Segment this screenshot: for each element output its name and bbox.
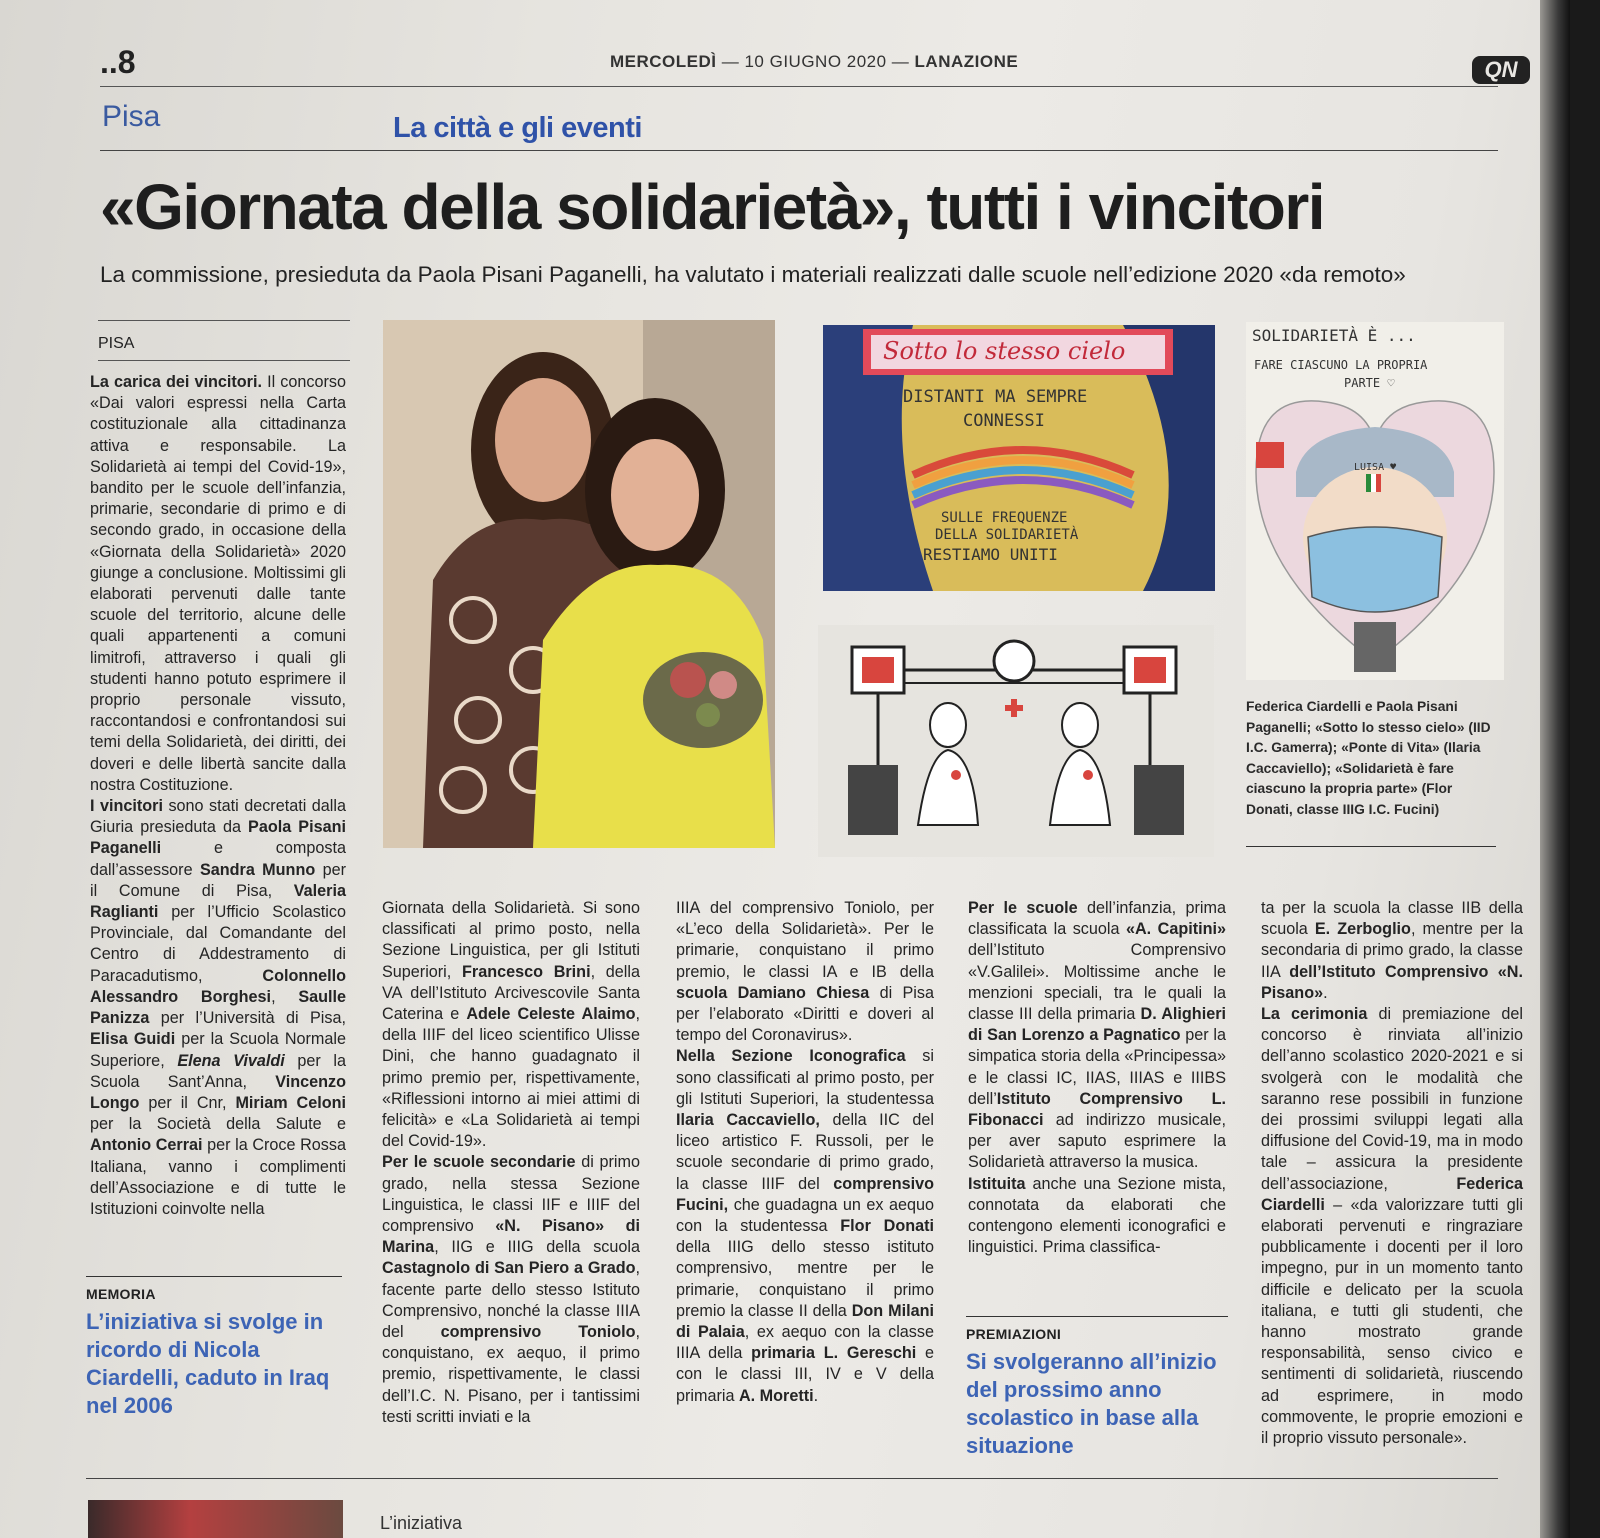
sidebar-rule xyxy=(966,1316,1228,1317)
article-column-3: IIIA del comprensivo Toniolo, per «L’eco della Solidarietà». Per le primarie, conquistano il primo premio, le classi IA e IB della scuola Damiano Chiesa di Pisa per l’elaborato «Diritti e doveri al tempo del Coronavirus». Nella Sezione Iconografica si sono classificati al primo posto, per gli Istituti Superiori, la studentessa Ilaria Caccaviello, della IIC del liceo artistico F. Russoli, per le scuole secondarie di primo grado, la classe IIIF del comprensivo Fucini, che guadagna un ex aequo con la studentessa Flor Donati della IIIG dello stesso istituto comprensivo, mentre per le primarie, conquistano il primo premio la classe II della Don Milani di Palaia, ex aequo con la classe IIIA della primaria L. Gereschi e con le classi III, IV e V della primaria A. Moretti. xyxy=(676,899,934,1405)
artwork-banner: Sotto lo stesso cielo xyxy=(883,337,1126,365)
article-dateline: PISA xyxy=(98,335,135,352)
photo-caption: Federica Ciardelli e Paola Pisani Paganelli; «Sotto lo stesso cielo» (IID I.C. Gamerra); «Ponte di Vita» (Ilaria Caccaviello); «Solidarietà è fare ciascuno la propria parte» (Flor Donati, classe IIIG I.C. Fucini) xyxy=(1246,699,1491,817)
article-column-2: Giornata della Solidarietà. Si sono classificati al primo posto, nella Sezione Linguistica, per gli Istituti Superiori, Francesco Brini, della VA dell’Istituto Arcivescovile Santa Caterina e Adele Celeste Alaimo, della IIIF del liceo scientifico Ulisse Dini, che hanno guadagnato il primo premio per, rispettivamente, «Riflessioni intorno ai miei attimi di felicità» e «La Solidarietà ai tempi del Covid-19». Per le scuole secondarie di primo grado, nella stessa Sezione Linguistica, le classi IIF e IIIF del comprensivo «N. Pisano» di Marina, IIG e IIIG della scuola Castagnolo di San Piero a Grado, facente parte dello stesso Istituto Comprensivo, nonché la classe IIIA del comprensivo Toniolo, conquistano, ex aequo, il primo premio, rispettivamente, le classi dell’I.C. N. Pisano, per i tantissimi testi scritti inviati e la xyxy=(382,899,640,1426)
drawing-name: LUISA ♥ xyxy=(1354,462,1397,473)
qn-logo: QN xyxy=(1472,56,1530,84)
artwork-line1: DISTANTI MA SEMPRE xyxy=(903,387,1088,407)
drawing-subtitle-1: FARE CIASCUNO LA PROPRIA xyxy=(1254,358,1428,372)
section-kicker: La città e gli eventi xyxy=(393,112,642,144)
premiazioni-title: Si svolgeranno all’inizio del prossimo anno scolastico in base alla situazione xyxy=(966,1349,1217,1458)
page-number: ..8 xyxy=(100,44,136,80)
section-name: Pisa xyxy=(102,100,161,133)
newspaper-name: LANAZIONE xyxy=(914,52,1019,71)
issue-day: MERCOLEDÌ xyxy=(610,52,717,71)
article-column-5: ta per la scuola la classe IIB della scuola E. Zerboglio, mentre per la secondaria di primo grado, la classe IIA dell’Istituto Comprensivo «N. Pisano». La cerimonia di premiazione del concorso è rinviata all’inizio dell’anno scolastico 2020-2021 e si svolgerà con le modalità che saranno rese possibili in funzione dei prossimi sviluppi legati alla diffusione del Covid-19, ma in modo tale – assicura la presidente dell’associazione, Federica Ciardelli – «da valorizzare tutti gli elaborati pervenuti e ringraziare pubblicamente i docenti per il loro impegno, pur in un momento tanto difficile e delicato per la scuola italiana, e tutti gli studenti, che hanno mostrato grande responsabilità, senso civico e sentimenti di solidarietà, riuscendo ad esprimere, in modo commovente, le proprie emozioni e il proprio vissuto personale». xyxy=(1261,899,1523,1448)
photo-illustration xyxy=(383,320,775,848)
column-rule xyxy=(98,360,350,361)
artwork-line2: CONNESSI xyxy=(963,411,1045,431)
artwork-ponte-di-vita xyxy=(818,625,1214,857)
sidebar-rule xyxy=(86,1276,342,1277)
bottom-teaser: L’iniziativa xyxy=(380,1513,463,1533)
memoria-title: L’iniziativa si svolge in ricordo di Nicola Ciardelli, caduto in Iraq nel 2006 xyxy=(86,1309,330,1418)
headline: «Giornata della solidarietà», tutti i vincitori xyxy=(100,171,1325,243)
drawing-subtitle-2: PARTE ♡ xyxy=(1344,376,1395,390)
bottom-thumbnail xyxy=(88,1500,343,1538)
premiazioni-label: PREMIAZIONI xyxy=(966,1326,1062,1342)
artwork-line5: RESTIAMO UNITI xyxy=(923,545,1058,564)
subheadline: La commissione, presieduta da Paola Pisani Paganelli, ha valutato i materiali realizzati dalle scuole nell’edizione 2020 «da remoto» xyxy=(100,262,1406,287)
issue-date: — 10 GIUGNO 2020 — xyxy=(721,52,910,71)
drawing-title: SOLIDARIETÀ È ... xyxy=(1252,326,1416,345)
artwork-sotto-lo-stesso-cielo xyxy=(823,325,1215,591)
winners-photo xyxy=(383,320,775,848)
section-rule xyxy=(100,150,1498,151)
issue-dateline xyxy=(610,52,1018,72)
caption-rule xyxy=(1246,846,1496,847)
artwork-bridge-illustration xyxy=(818,625,1214,857)
column-rule xyxy=(98,320,350,321)
bottom-rule xyxy=(86,1478,1498,1479)
article-column-1: La carica dei vincitori. Il concorso «Dai valori espressi nella Carta costituzionale alla cittadinanza attiva e responsabile. La Solidarietà ai tempi del Covid-19», bandito per le scuole dell’infanzia, primarie, secondarie di primo e di secondo grado, in occasione della «Giornata della Solidarietà» 2020 giunge a conclusione. Moltissimi gli elaborati pervenuti dalle tante scuole del territorio, alcune delle quali appartenenti a comuni limitrofi, attraverso i quali gli studenti hanno potuto esprimere il proprio personale vissuto, raccontandosi e confrontandosi sui temi della Solidarietà, dei diritti, dei doveri e delle libertà sancite dalla nostra Costituzione. I vincitori sono stati decretati dalla Giuria presieduta da Paola Pisani Paganelli e composta dall’assessore Sandra Munno per il Comune di Pisa, Valeria Raglianti per l’Ufficio Scolastico Provinciale, dal Comandante del Centro di Addestramento di Paracadutismo, Colonnello Alessandro Borghesi, Saulle Panizza per l’Università di Pisa, Elisa Guidi per la Scuola Normale Superiore, Elena Vivaldi per la Scuola Sant’Anna, Vincenzo Longo per il Cnr, Miriam Celoni per la Società della Salute e Antonio Cerrai per la Croce Rossa Italiana, vanno i complimenti dell’Associazione e di tutte le Istituzioni coinvolte nella xyxy=(90,373,347,1218)
artwork-line4: DELLA SOLIDARIETÀ xyxy=(935,527,1079,543)
artwork-line3: SULLE FREQUENZE xyxy=(941,510,1068,526)
article-column-4: Per le scuole dell’infanzia, prima classificata la scuola «A. Capitini» dell’Istituto Comprensivo «V.Galilei». Moltissime anche le menzioni speciali, tra le quali la classe III della primaria D. Alighieri di San Lorenzo a Pagnatico per la simpatica storia della «Principessa» e le classi IC, IIAS, IIIAS e IIIBS dell’Istituto Comprensivo L. Fibonacci ad indirizzo musicale, per aver saputo esprimere la Solidarietà attraverso la musica. Istituita anche una Sezione mista, connotata da elaborati che contengono elementi iconografici e linguistici. Prima classifica- xyxy=(968,899,1227,1257)
header-rule xyxy=(100,86,1498,87)
page-edge xyxy=(1540,0,1570,1538)
artwork-solidarieta-e xyxy=(1246,322,1504,680)
memoria-label: MEMORIA xyxy=(86,1286,156,1302)
